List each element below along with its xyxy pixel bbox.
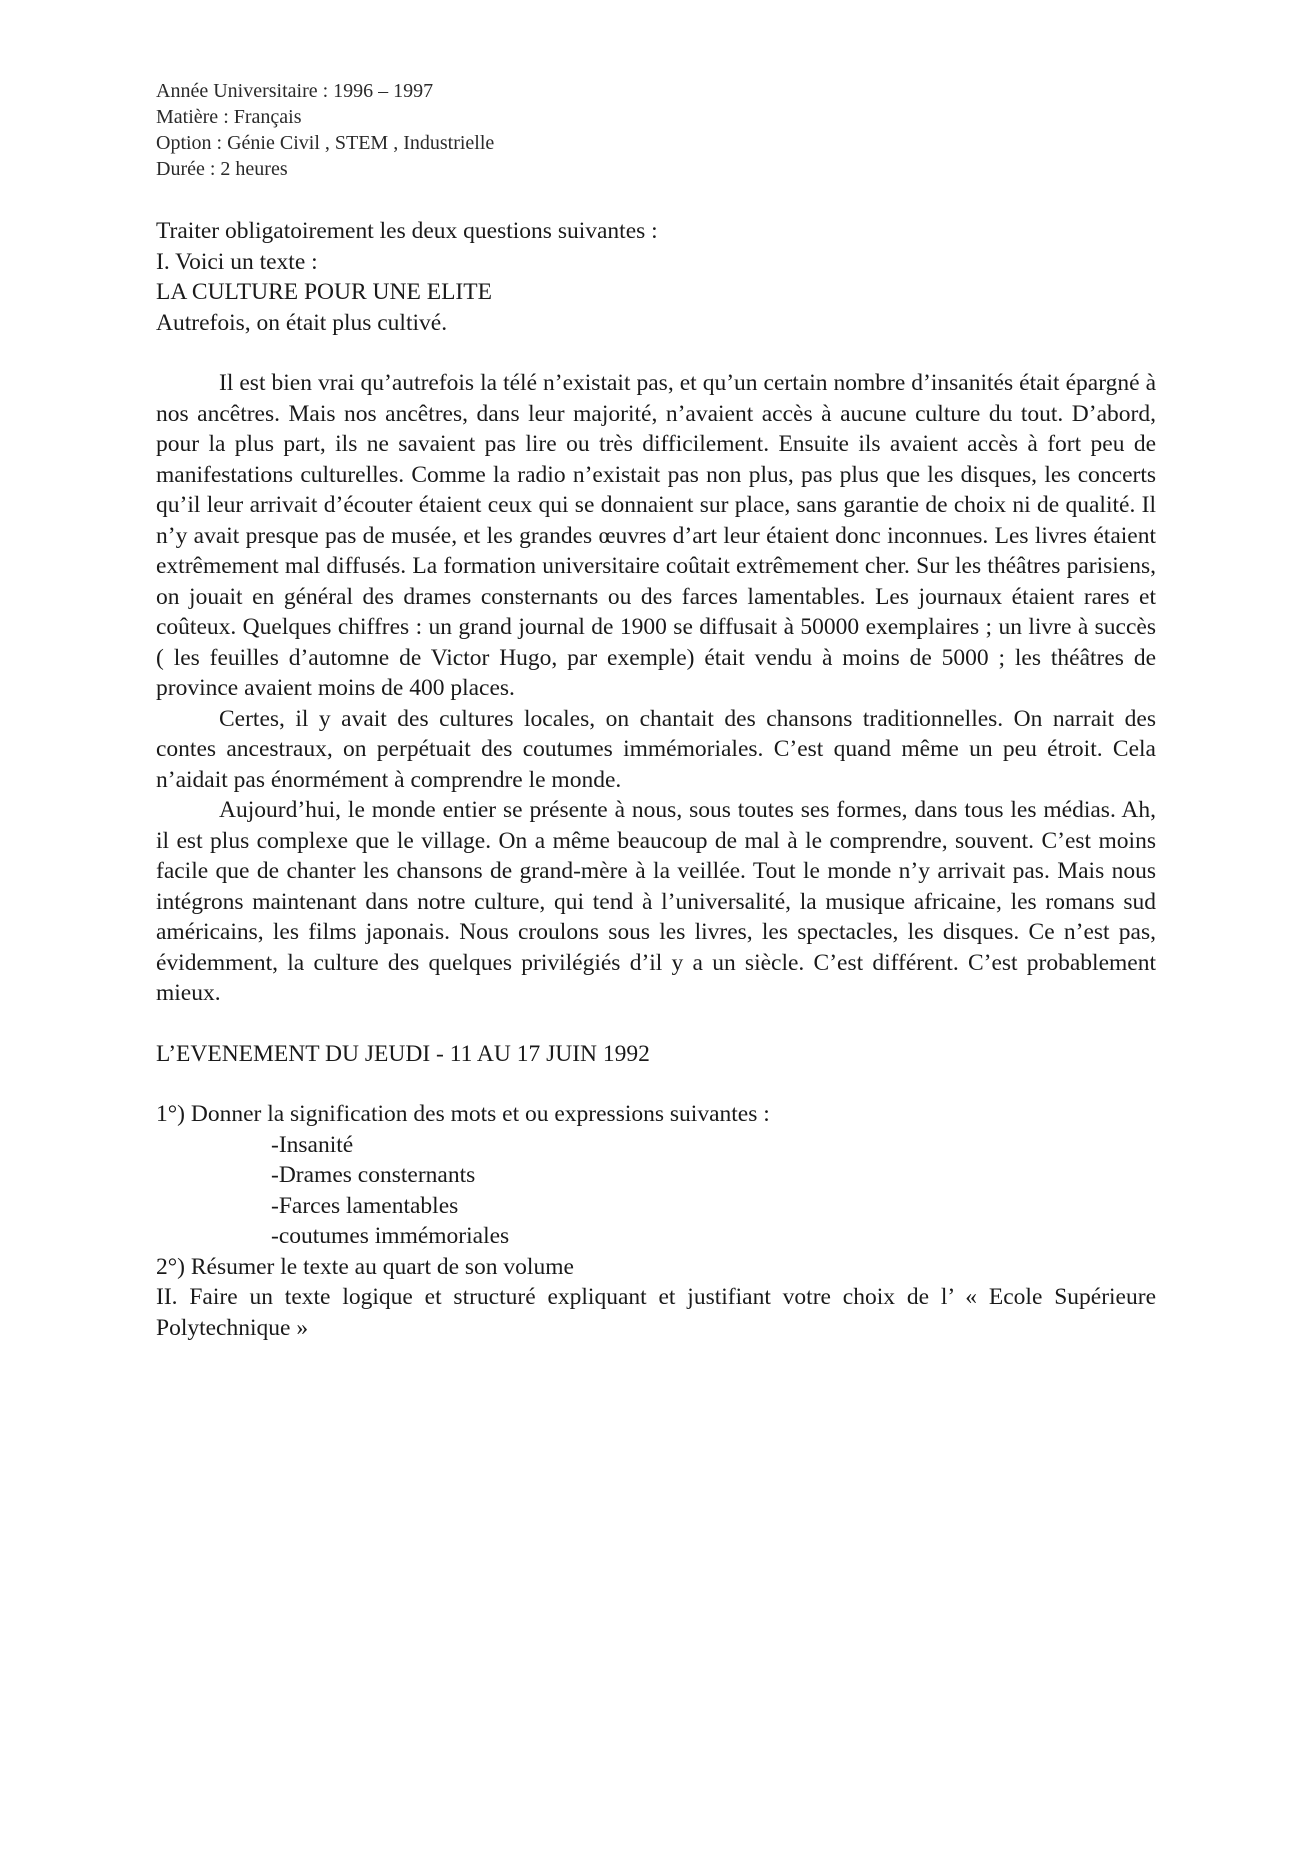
question-two: 2°) Résumer le texte au quart de son volume [156,1253,574,1280]
exam-page [156,78,1156,1343]
subject: Matière : Français [156,106,302,128]
spacer [156,1069,1156,1099]
term-item: -coutumes immémoriales [271,1223,510,1249]
text-subtitle: Autrefois, on était plus cultivé. [156,309,448,336]
paragraph: Aujourd’hui, le monde entier se présente à nous, sous toutes ses formes, dans tous les médias. Ah, il est plus complexe que le village. On a même beaucoup de mal à le comprendre, souvent. C’est moins facile que de chanter les chansons de grand-mère à la veillée. Tout le monde n’y arrivait pas. Mais nous intégrons maintenant dans notre culture, qui tend à l’universalité, la musique africaine, les romans sud américains, les films japonais. Nous croulons sous les livres, les spectacles, les disques. Ce n’est pas, évidemment, la culture des quelques privilégiés d’il y a un siècle. C’est différent. C’est probablement mieux. [156,797,1156,1006]
term-item: -Insanité [271,1131,354,1158]
text-body [156,368,1156,1009]
spacer [156,1009,1156,1039]
part-two-question: II. Faire un texte logique et structuré expliquant et justifiant votre choix de l’ « Ecole Supérieure Polytechnique » [156,1284,1156,1341]
instructions-intro: Traiter obligatoirement les deux questions suivantes : [156,218,658,244]
text-source: L’EVENEMENT DU JEUDI - 11 AU 17 JUIN 1992 [156,1040,650,1067]
option: Option : Génie Civil , STEM , Industrielle [156,132,495,154]
term-item: -Drames consternants [271,1162,476,1188]
instructions [156,216,1156,338]
exam-header [156,78,1156,182]
term-item: -Farces lamentables [271,1192,459,1219]
duration: Durée : 2 heures [156,158,288,180]
paragraph: Certes, il y avait des cultures locales, on chantait des chansons traditionnelles. On narrait des contes ancestraux, on perpétuait des coutumes immémoriales. C’est quand même un peu étroit. Cela n’aidait pas énormément à comprendre le monde. [156,705,1156,793]
part-one-heading: I. Voici un texte : [156,248,318,275]
academic-year: Année Universitaire : 1996 – 1997 [156,80,434,102]
question-one: 1°) Donner la signification des mots et ou expressions suivantes : [156,1101,770,1127]
spacer [156,338,1156,368]
text-title: LA CULTURE POUR UNE ELITE [156,279,492,305]
paragraph: Il est bien vrai qu’autrefois la télé n’existait pas, et qu’un certain nombre d’insanités était épargné à nos ancêtres. Mais nos ancêtres, dans leur majorité, n’avaient accès à aucune culture du tout. D’abord, pour la plus part, ils ne savaient pas lire ou très difficilement. Ensuite ils avaient accès à fort peu de manifestations culturelles. Comme la radio n’existait pas non plus, pas plus que les disques, les concerts qu’il leur arrivait d’écouter étaient ceux qui se donnaient sur place, sans garantie de choix ni de qualité. Il n’y avait presque pas de musée, et les grandes œuvres d’art leur étaient donc inconnues. Les livres étaient extrêmement mal diffusés. La formation universitaire coûtait extrêmement cher. Sur les théâtres parisiens, on jouait en général des drames consternants ou des farces lamentables. Les journaux étaient rares et coûteux. Quelques chiffres : un grand journal de 1900 se diffusait à 50000 exemplaires ; un livre à succès ( les feuilles d’automne de Victor Hugo, par exemple) était vendu à moins de 5000 ; les théâtres de province avaient moins de 400 places. [156,370,1156,701]
questions [156,1099,1156,1343]
